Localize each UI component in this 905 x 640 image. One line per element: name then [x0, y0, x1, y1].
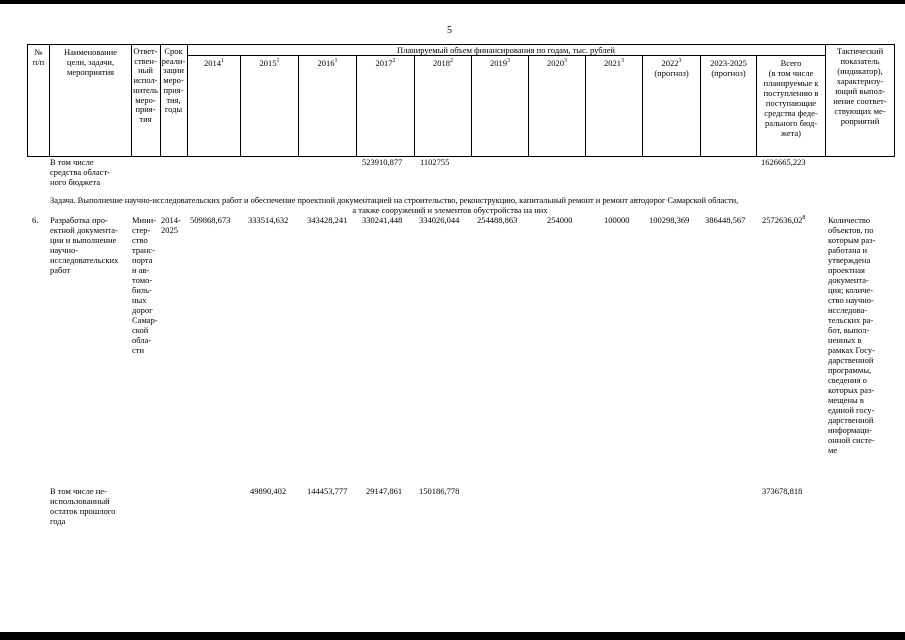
- row6-value-2014: 509868,673: [190, 215, 231, 225]
- row6-value-2022: 100298,369: [649, 215, 690, 225]
- year-2014: 2014$^1$: [204, 58, 224, 68]
- task-line-1: Задача. Выполнение научно-исследовательских работ и обеспечение проектной документацией на строительство, реконструкцию, капитальный ремонт и ремонт автодорог Самарской области,: [50, 195, 739, 205]
- year-2023-2025: 2023-2025 (прогноз): [710, 58, 747, 78]
- bottom-border: [0, 632, 905, 640]
- unused-balance-label: В том числе не- использованный остаток прошлого года: [50, 486, 116, 526]
- regional-2018-value: 1102755: [420, 157, 450, 167]
- year-2018: 2018$^2$: [433, 58, 453, 68]
- regional-budget-label: В том числе средства област- ного бюджета: [50, 157, 110, 187]
- header-name: Наименование цели, задачи, мероприятия: [64, 47, 117, 77]
- row6-responsible: Мини- стер- ство транс- порта и ав- томо- биль- ных дорог Самар- ской обла- сти: [132, 215, 158, 355]
- regional-total-value: 1626665,223: [761, 157, 806, 167]
- year-2015: 2015$^1$: [259, 58, 280, 68]
- header-responsible: Ответ- ствен- ный испол- нитель меро- прия- тия: [133, 46, 158, 124]
- row6-value-2018: 334026,044: [419, 215, 460, 225]
- row6-value-2023-2025: 386448,567: [705, 215, 746, 225]
- year-2021: 2021$^3$: [604, 58, 624, 68]
- header-indicator: Тактический показатель (индикатор), характеризу- ющий выпол- нение соответ- ствующих ме- роприятий: [833, 46, 887, 126]
- row6-name: Разработка про- ектной документа- ции и выполнение научно- исследовательских работ: [50, 215, 119, 275]
- year-2017: 2017$^2$: [375, 58, 396, 68]
- regional-2017-value: 523910,877: [362, 157, 403, 167]
- header-no: № п/п: [32, 47, 45, 67]
- header-term: Срок реали- зации меро- прия- тия, годы: [161, 46, 186, 115]
- top-border: [0, 0, 905, 4]
- row6-total: 2572636,02$^8$: [762, 215, 806, 225]
- year-2022: 2022$^3$ (прогноз): [654, 58, 689, 78]
- row6-number: 6.: [32, 215, 39, 225]
- unused-2015-value: 49890,402: [250, 486, 287, 496]
- row6-term: 2014- 2025: [161, 215, 181, 235]
- unused-total-value: 373678,818: [762, 486, 803, 496]
- row6-value-2016: 343428,241: [307, 215, 348, 225]
- task-line-2: а также сооружений и элементов обустройства на них: [352, 205, 548, 215]
- page-number: 5: [447, 25, 452, 36]
- row6-value-2020: 254000: [547, 215, 573, 225]
- row6-indicator: Количество объектов, по которым раз- работана и утверждена проектная документа- ция; количе- ство научно- исследова- тельских ра- бот, выпол- ненных в рамках Госу- дарственной программы, сведения о которых раз- мещены в единой госу- дарственной информаци- онной систе- ме: [828, 215, 876, 455]
- unused-2017-value: 29147,861: [366, 486, 403, 496]
- row6-value-2017: 330241,448: [362, 215, 403, 225]
- unused-2016-value: 144453,777: [307, 486, 348, 496]
- row6-value-2015: 333514,632: [248, 215, 289, 225]
- row6-value-2021: 100000: [604, 215, 630, 225]
- header-funding-title: Планируемый объем финансирования по годам, тыс. рублей: [397, 45, 615, 55]
- unused-2018-value: 150186,778: [419, 486, 460, 496]
- row6-value-2019: 254488,863: [477, 215, 518, 225]
- year-2016: 2016$^1$: [317, 58, 338, 68]
- year-2020: 2020$^3$: [547, 58, 567, 68]
- header-total: Всего (в том числе планируемые к поступлению в поступающие средства феде- рального бюд- жета): [763, 58, 819, 138]
- year-2019: 2019$^3$: [490, 58, 510, 68]
